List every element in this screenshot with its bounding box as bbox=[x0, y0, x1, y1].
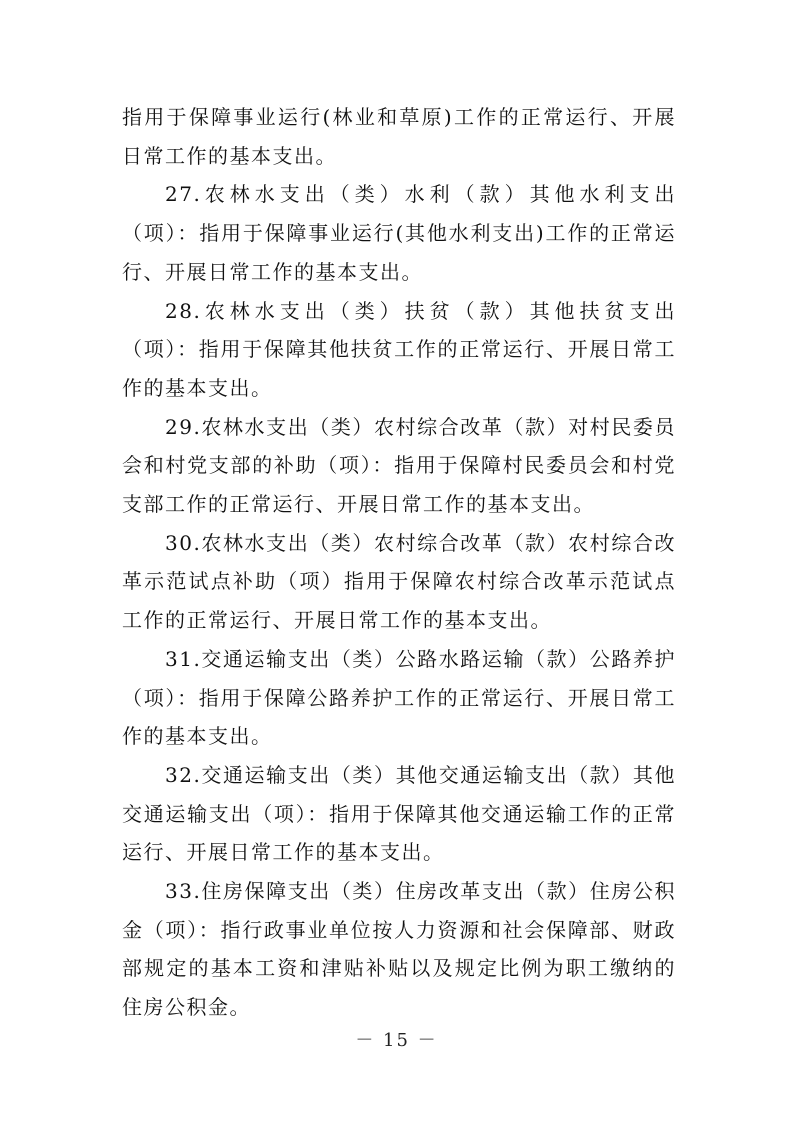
page-number: － 15 － bbox=[355, 1030, 438, 1051]
paragraph-item-28: 28.农林水支出（类）扶贫（款）其他扶贫支出（项）：指用于保障其他扶贫工作的正常运行、开展日常工作的基本支出。 bbox=[122, 298, 676, 400]
paragraph-item-31: 31.交通运输支出（类）公路水路运输（款）公路养护（项）：指用于保障公路养护工作的正常运行、开展日常工作的基本支出。 bbox=[122, 646, 676, 749]
document-body bbox=[122, 98, 676, 1027]
paragraph-item-30: 30.农林水支出（类）农村综合改革（款）农村综合改革示范试点补助（项）指用于保障农村综合改革示范试点工作的正常运行、开展日常工作的基本支出。 bbox=[122, 530, 676, 633]
paragraph-continuation: 指用于保障事业运行(林业和草原)工作的正常运行、开展日常工作的基本支出。 bbox=[122, 105, 676, 168]
paragraph-item-27: 27.农林水支出（类）水利（款）其他水利支出（项）：指用于保障事业运行(其他水利支出)工作的正常运行、开展日常工作的基本支出。 bbox=[122, 182, 676, 284]
paragraph-item-29: 29.农林水支出（类）农村综合改革（款）对村民委员会和村党支部的补助（项）：指用于保障村民委员会和村党支部工作的正常运行、开展日常工作的基本支出。 bbox=[122, 414, 676, 517]
paragraph-item-33: 33.住房保障支出（类）住房改革支出（款）住房公积金（项）：指行政事业单位按人力资源和社会保障部、财政部规定的基本工资和津贴补贴以及规定比例为职工缴纳的住房公积金。 bbox=[122, 879, 676, 1020]
paragraph-item-32: 32.交通运输支出（类）其他交通运输支出（款）其他交通运输支出（项）：指用于保障其他交通运输工作的正常运行、开展日常工作的基本支出。 bbox=[122, 762, 676, 865]
